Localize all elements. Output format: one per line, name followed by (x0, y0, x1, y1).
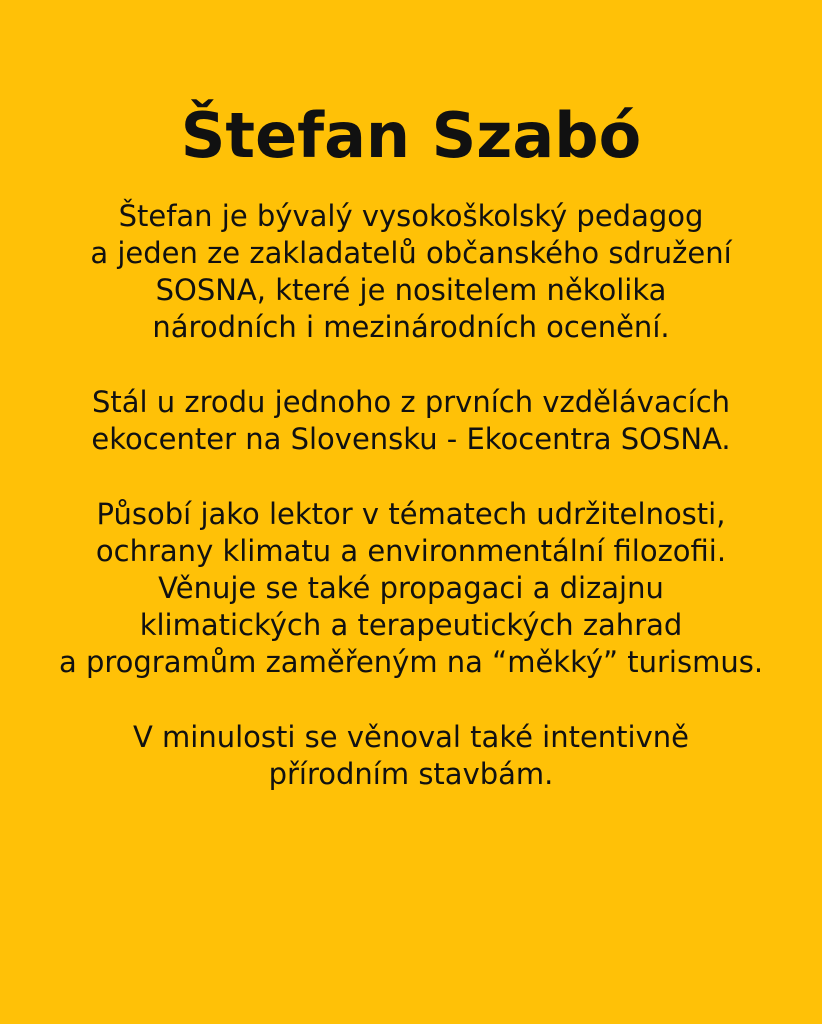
bio-line: ekocenter na Slovensku - Ekocentra SOSNA. (91, 422, 731, 456)
bio-line: Stál u zrodu jednoho z prvních vzdělávacích (91, 385, 731, 419)
bio-line: SOSNA, které je nositelem několika (155, 273, 667, 307)
bio-paragraph-3 (0, 496, 822, 681)
bio-line: Věnuje se také propagaci a dizajnu (158, 571, 664, 605)
bio-paragraph-2 (0, 384, 822, 458)
bio-line: a jeden ze zakladatelů občanského sdružení (90, 236, 732, 270)
bio-line: Působí jako lektor v tématech udržitelnosti, (96, 497, 726, 531)
bio-paragraph-1 (0, 198, 822, 346)
bio-text (0, 198, 822, 831)
bio-line: národních i mezinárodních ocenění. (152, 310, 670, 344)
bio-line: a programům zaměřeným na “měkký” turismus. (58, 645, 764, 679)
page-title: Štefan Szabó (180, 99, 642, 172)
bio-line: přírodním stavbám. (268, 757, 554, 791)
bio-line: ochrany klimatu a environmentální filozofii. (95, 534, 727, 568)
bio-line: klimatických a terapeutických zahrad (139, 608, 683, 642)
bio-paragraph-4 (0, 719, 822, 793)
bio-line: Štefan je bývalý vysokoškolský pedagog (118, 199, 704, 233)
bio-line: V minulosti se věnoval také intentivně (133, 720, 689, 754)
